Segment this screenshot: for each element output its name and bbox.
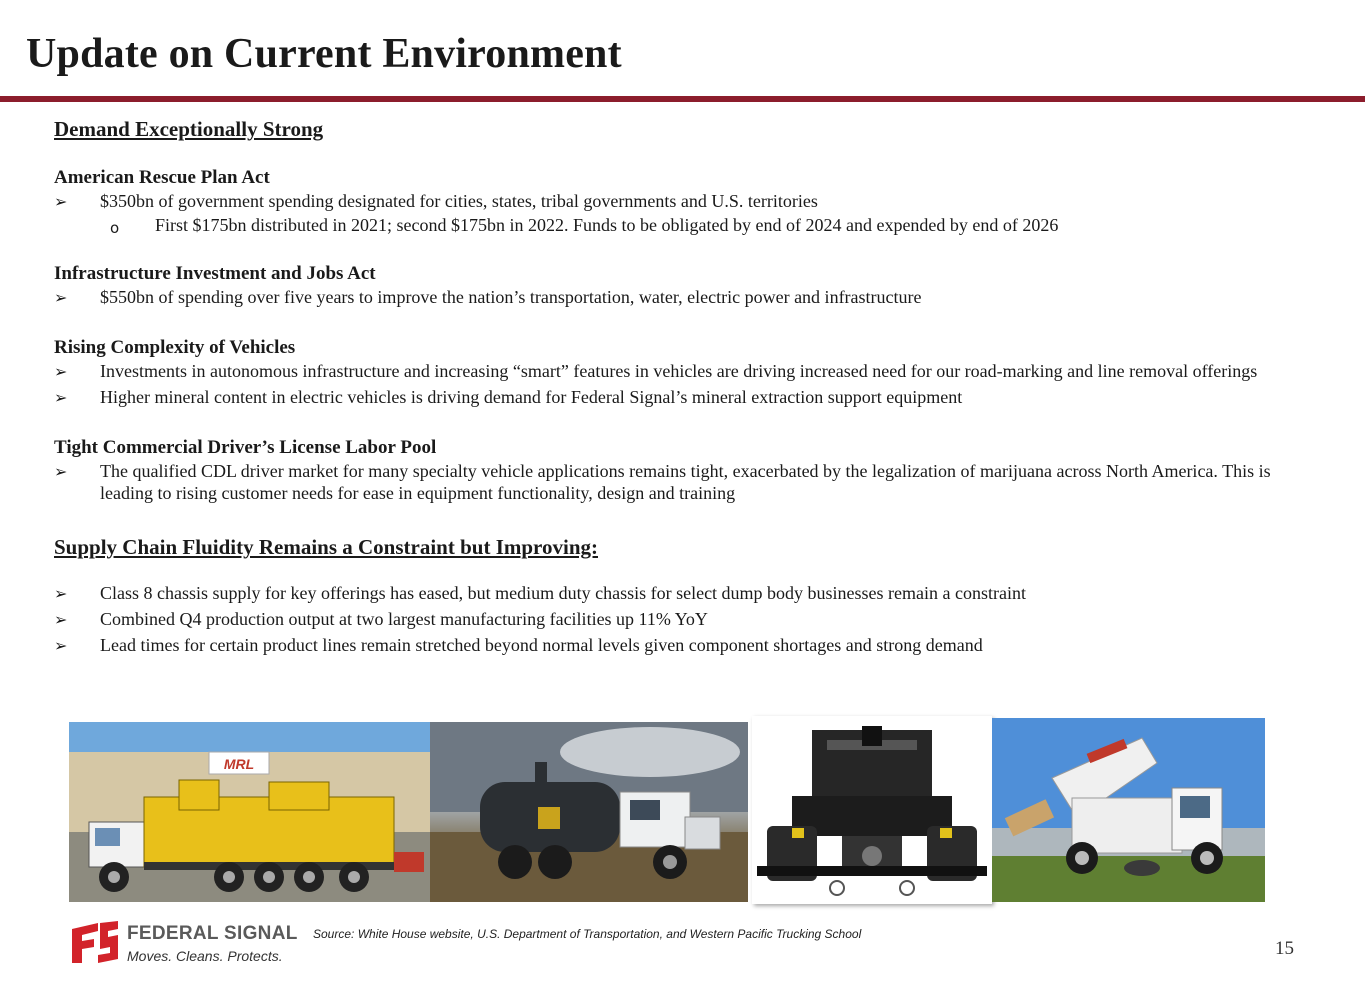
section-heading-demand: Demand Exceptionally Strong	[54, 117, 324, 141]
page-number: 15	[1275, 938, 1294, 959]
street-sweeper-illustration	[992, 718, 1265, 902]
logo-name: FEDERAL SIGNAL	[127, 923, 298, 944]
cdl-bullets	[54, 460, 1324, 504]
federal-signal-logo	[68, 921, 298, 971]
iija-bullets	[54, 286, 1324, 308]
supply-bullets	[54, 582, 1324, 656]
slide-content	[54, 116, 1324, 660]
logo-tagline: Moves. Cleans. Protects.	[127, 948, 283, 964]
list-item: ➢ Class 8 chassis supply for key offerings has eased, but medium duty chassis for select dump body businesses remain a constraint	[54, 583, 1026, 603]
title-divider	[0, 96, 1365, 102]
arrow-bullet-icon: ➢	[54, 636, 68, 655]
mrl-sign: MRL	[223, 756, 255, 772]
arrow-bullet-icon: ➢	[54, 362, 68, 381]
list-item: ➢ Investments in autonomous infrastructure and increasing “smart” features in vehicles are driving increased need for our road-marking and line removal offerings	[54, 361, 1258, 381]
list-item: ➢ Higher mineral content in electric vehicles is driving demand for Federal Signal’s mineral extraction support equipment	[54, 387, 963, 407]
road-marking-truck-photo	[69, 722, 430, 902]
circle-bullet-icon: o	[110, 219, 120, 237]
list-item: ➢ $550bn of spending over five years to improve the nation’s transportation, water, electric power and infrastructure	[54, 287, 922, 307]
arrow-bullet-icon: ➢	[54, 288, 68, 307]
arrow-bullet-icon: ➢	[54, 388, 68, 407]
vacuum-truck-illustration	[430, 722, 748, 902]
list-item: ➢ Combined Q4 production output at two largest manufacturing facilities up 11% YoY	[54, 609, 708, 629]
list-item: o First $175bn distributed in 2021; second $175bn in 2022. Funds to be obligated by end of 2024 and expended by end of 2026	[110, 215, 1059, 237]
chassis-rear-illustration	[752, 716, 992, 904]
arrow-bullet-icon: ➢	[54, 610, 68, 629]
list-item: ➢ The qualified CDL driver market for many specialty vehicle applications remains tight, exacerbated by the legalization of marijuana across North America. This is leading to rising customer needs for ease in equipment functionality, design and training	[54, 461, 1271, 503]
subheading-arpa: American Rescue Plan Act	[54, 167, 270, 188]
vacuum-truck-photo	[430, 722, 748, 902]
arpa-bullets	[54, 190, 1324, 212]
road-marking-truck-illustration	[69, 722, 430, 902]
page-title: Update on Current Environment	[26, 31, 622, 77]
arrow-bullet-icon: ➢	[54, 462, 68, 481]
subheading-iija: Infrastructure Investment and Jobs Act	[54, 263, 376, 284]
chassis-rear-photo	[752, 716, 992, 904]
source-note: Source: White House website, U.S. Department of Transportation, and Western Pacific Trucking School	[313, 927, 862, 941]
arrow-bullet-icon: ➢	[54, 192, 68, 211]
subheading-complexity: Rising Complexity of Vehicles	[54, 337, 296, 358]
section-heading-supply: Supply Chain Fluidity Remains a Constraint but Improving:	[54, 535, 598, 559]
complexity-bullets	[54, 360, 1324, 408]
list-item: ➢ $350bn of government spending designated for cities, states, tribal governments and U.S. territories	[54, 191, 818, 211]
arrow-bullet-icon: ➢	[54, 584, 68, 603]
federal-signal-logo-icon	[68, 921, 120, 965]
vehicle-photo-strip	[69, 716, 1265, 904]
list-item: ➢ Lead times for certain product lines remain stretched beyond normal levels given component shortages and strong demand	[54, 635, 983, 655]
street-sweeper-photo	[992, 718, 1265, 902]
subheading-cdl: Tight Commercial Driver’s License Labor Pool	[54, 437, 437, 458]
arpa-subbullets	[54, 214, 1324, 236]
